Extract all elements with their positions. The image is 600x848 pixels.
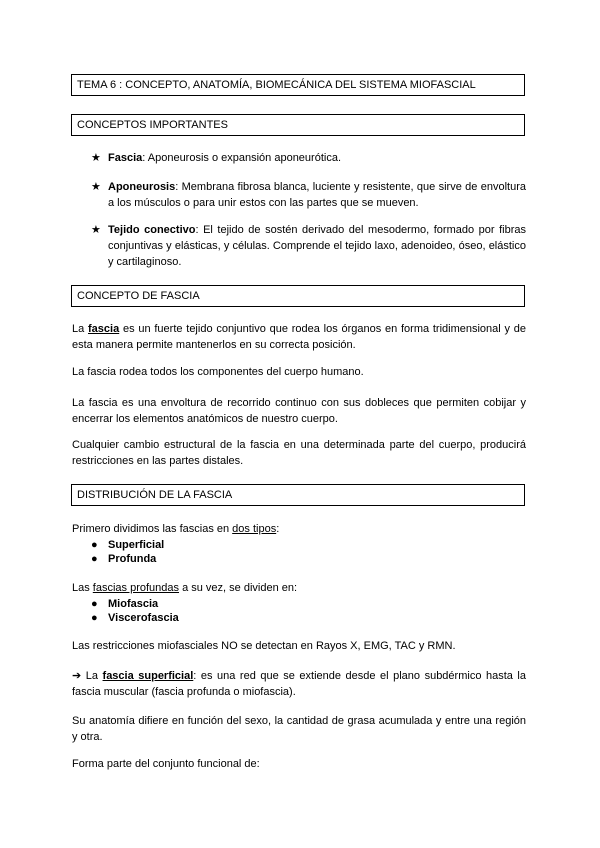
bullet-dot-icon: ●	[91, 553, 98, 565]
profundas-intro	[72, 580, 526, 596]
heading-tema: TEMA 6 : CONCEPTO, ANATOMÍA, BIOMECÁNICA DEL SISTEMA MIOFASCIAL	[71, 74, 525, 96]
distribucion-intro	[72, 521, 526, 537]
concepto-paragraph-1	[72, 321, 526, 353]
concepto-term: Fascia	[108, 152, 143, 164]
dos-tipos-link: dos tipos	[232, 523, 277, 535]
concepto-paragraph-3: La fascia es una envoltura de recorrido continuo con sus dobleces que permiten cobijar y encerrar los elementos anatómicos de nuestro cuerpo.	[72, 397, 526, 425]
concepto-term: Tejido conectivo	[108, 224, 196, 236]
concepto-item-fascia	[91, 150, 526, 166]
forma-parte-paragraph: Forma parte del conjunto funcional de:	[72, 758, 260, 770]
text-run: : es una red que se extiende desde el plano subdérmico hasta la fascia muscular (fascia profunda o miofascia).	[72, 670, 526, 698]
star-bullet-icon: ★	[91, 181, 101, 193]
star-bullet-icon: ★	[91, 224, 101, 236]
arrow-icon: ➔	[72, 670, 82, 682]
bullet-dot-icon: ●	[91, 612, 98, 624]
concepto-text	[108, 150, 526, 166]
concepto-item-tejido-conectivo	[91, 222, 526, 270]
restricciones-paragraph: Las restricciones miofasciales NO se detectan en Rayos X, EMG, TAC y RMN.	[72, 640, 456, 652]
concepto-text	[108, 179, 526, 211]
list-item-label: Viscerofascia	[108, 612, 179, 624]
list-item-label: Superficial	[108, 539, 165, 551]
concepto-text	[108, 222, 526, 270]
fascia-superficial-paragraph	[72, 668, 526, 700]
concepto-definition: : Aponeurosis o expansión aponeurótica.	[142, 152, 342, 164]
fascia-superficial-term: fascia superficial	[102, 670, 194, 682]
anatomia-paragraph: Su anatomía difiere en función del sexo, la cantidad de grasa acumulada y entre una región y otra.	[72, 715, 526, 743]
text-run: :	[276, 523, 280, 535]
heading-concepto-fascia: CONCEPTO DE FASCIA	[71, 285, 525, 307]
text-run: La	[72, 323, 89, 335]
bullet-dot-icon: ●	[91, 598, 98, 610]
text-run: a su vez, se dividen en:	[179, 582, 298, 594]
concepto-paragraph-2: La fascia rodea todos los componentes del cuerpo humano.	[72, 366, 364, 378]
list-item-label: Miofascia	[108, 598, 159, 610]
list-item-superficial	[91, 538, 164, 552]
list-item-label: Profunda	[108, 553, 157, 565]
star-bullet-icon: ★	[91, 152, 101, 164]
heading-distribucion: DISTRIBUCIÓN DE LA FASCIA	[71, 484, 525, 506]
text-run: es un fuerte tejido conjuntivo que rodea los órganos en forma tridimensional y de esta manera permite mantenerlos en su correcta posición.	[72, 323, 526, 351]
concepto-definition: : Membrana fibrosa blanca, luciente y resistente, que sirve de envoltura a los músculos o para unir estos con las partes que se mueven.	[108, 181, 526, 209]
list-item-viscerofascia	[91, 611, 179, 625]
concepto-item-aponeurosis	[91, 179, 526, 211]
text-run: Primero dividimos las fascias en	[72, 523, 233, 535]
concepto-paragraph-4: Cualquier cambio estructural de la fascia en una determinada parte del cuerpo, producirá restricciones en las partes distales.	[72, 439, 526, 467]
text-run: Las	[72, 582, 93, 594]
fascias-profundas-link: fascias profundas	[92, 582, 180, 594]
concepto-term: Aponeurosis	[108, 181, 176, 193]
concepto-definition: : El tejido de sostén derivado del mesodermo, formado por fibras conjuntivas y elásticas, y células. Comprende el tejido laxo, adenoideo, óseo, elástico y cartilaginoso.	[108, 224, 526, 268]
text-run: La	[81, 670, 103, 682]
list-item-profunda	[91, 552, 156, 566]
heading-conceptos-importantes: CONCEPTOS IMPORTANTES	[71, 114, 525, 136]
fascia-term: fascia	[88, 323, 120, 335]
bullet-dot-icon: ●	[91, 539, 98, 551]
list-item-miofascia	[91, 597, 158, 611]
